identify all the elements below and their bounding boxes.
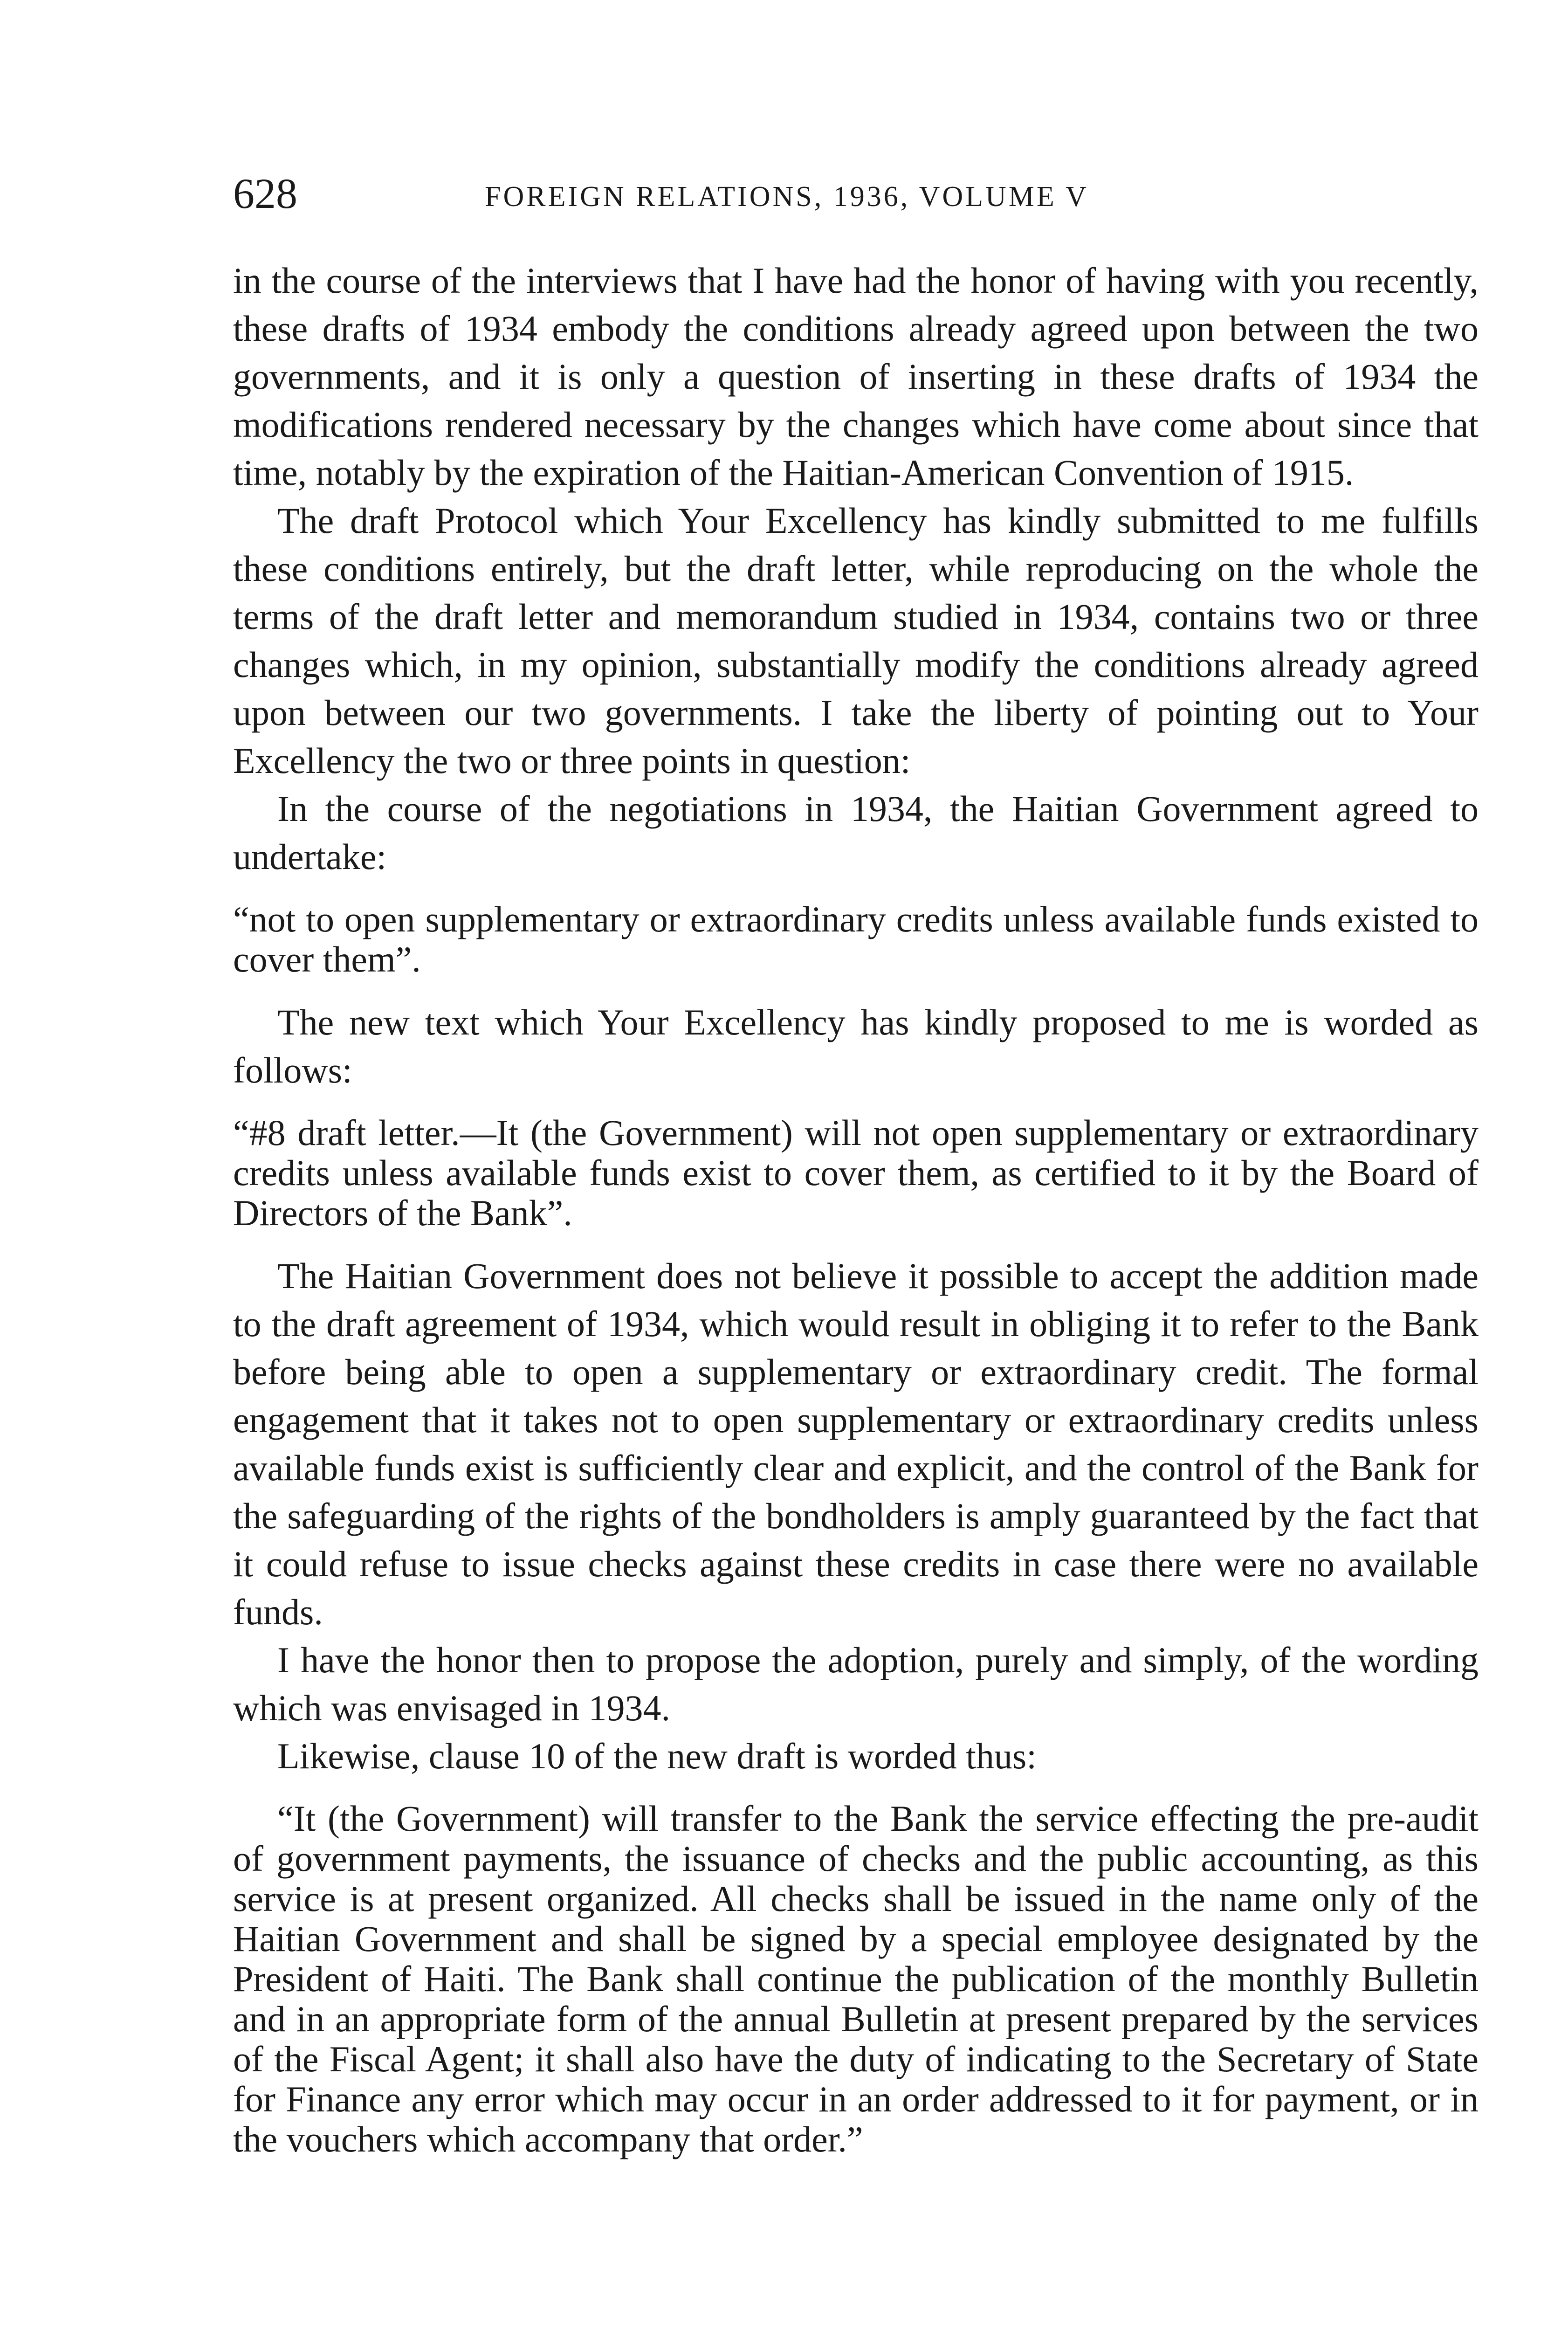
page-header [233,168,1212,219]
paragraph-proposal: I have the honor then to propose the adoption, purely and simply, of the wording which was envisaged in 1934. [233,1640,1479,1728]
paragraph-clause-10: Likewise, clause 10 of the new draft is worded thus: [277,1736,1037,1776]
paragraph-draft-protocol: The draft Protocol which Your Excellency has kindly submitted to me fulfills these conditions entirely, but the draft letter, while reproducing on the whole the terms of the draft letter and memorandum studied in 1934, contains two or three changes which, in my opinion, substantially modify the conditions already agreed upon between our two governments. I take the liberty of pointing out to Your Excellency the two or three points in question: [233,500,1479,781]
paragraph-haitian-objection: The Haitian Government does not believe it possible to accept the addition made to the draft agreement of 1934, which would result in obliging it to refer to the Bank before being able to open a supplementary or extraordinary credit. The formal engagement that it takes not to open supplementary or extraordinary credits unless available funds exist is sufficiently clear and explicit, and the control of the Bank for the safeguarding of the rights of the bondholders is amply guaranteed by the fact that it could refuse to issue checks against these credits in case there were no available funds. [233,1255,1479,1632]
body-text [233,256,1479,2159]
quote-original-wording: “not to open supplementary or extraordinary credits unless available funds existed to cover them”. [233,899,1479,979]
paragraph-negotiations-1934: In the course of the negotiations in 1934, the Haitian Government agreed to undertake: [233,788,1479,877]
quote-clause-10: “It (the Government) will transfer to the Bank the service effecting the pre-audit of government payments, the issuance of checks and the public accounting, as this service is at present organized. All checks shall be issued in the name only of the Haitian Government and shall be signed by a special employee designated by the President of Haiti. The Bank shall continue the publication of the monthly Bulletin and in an appropriate form of the annual Bulletin at present prepared by the services of the Fiscal Agent; it shall also have the duty of indicating to the Secretary of State for Finance any error which may occur in an order addressed to it for payment, or in the vouchers which accompany that order.” [233,1798,1479,2159]
running-title: FOREIGN RELATIONS, 1936, VOLUME V [485,181,1089,213]
paragraph-new-text: The new text which Your Excellency has kindly proposed to me is worded as follows: [233,1002,1479,1090]
page-number: 628 [233,170,297,217]
quote-draft-letter-8: “#8 draft letter.—It (the Government) will not open supplementary or extraordinary credits unless available funds exist to cover them, as certified to it by the Board of Directors of the Bank”. [233,1112,1479,1233]
paragraph-continuation: in the course of the interviews that I have had the honor of having with you recently, these drafts of 1934 embody the conditions already agreed upon between the two governments, and it is only a question of inserting in these drafts of 1934 the modifications rendered necessary by the changes which have come about since that time, notably by the expiration of the Haitian-American Convention of 1915. [233,260,1479,493]
